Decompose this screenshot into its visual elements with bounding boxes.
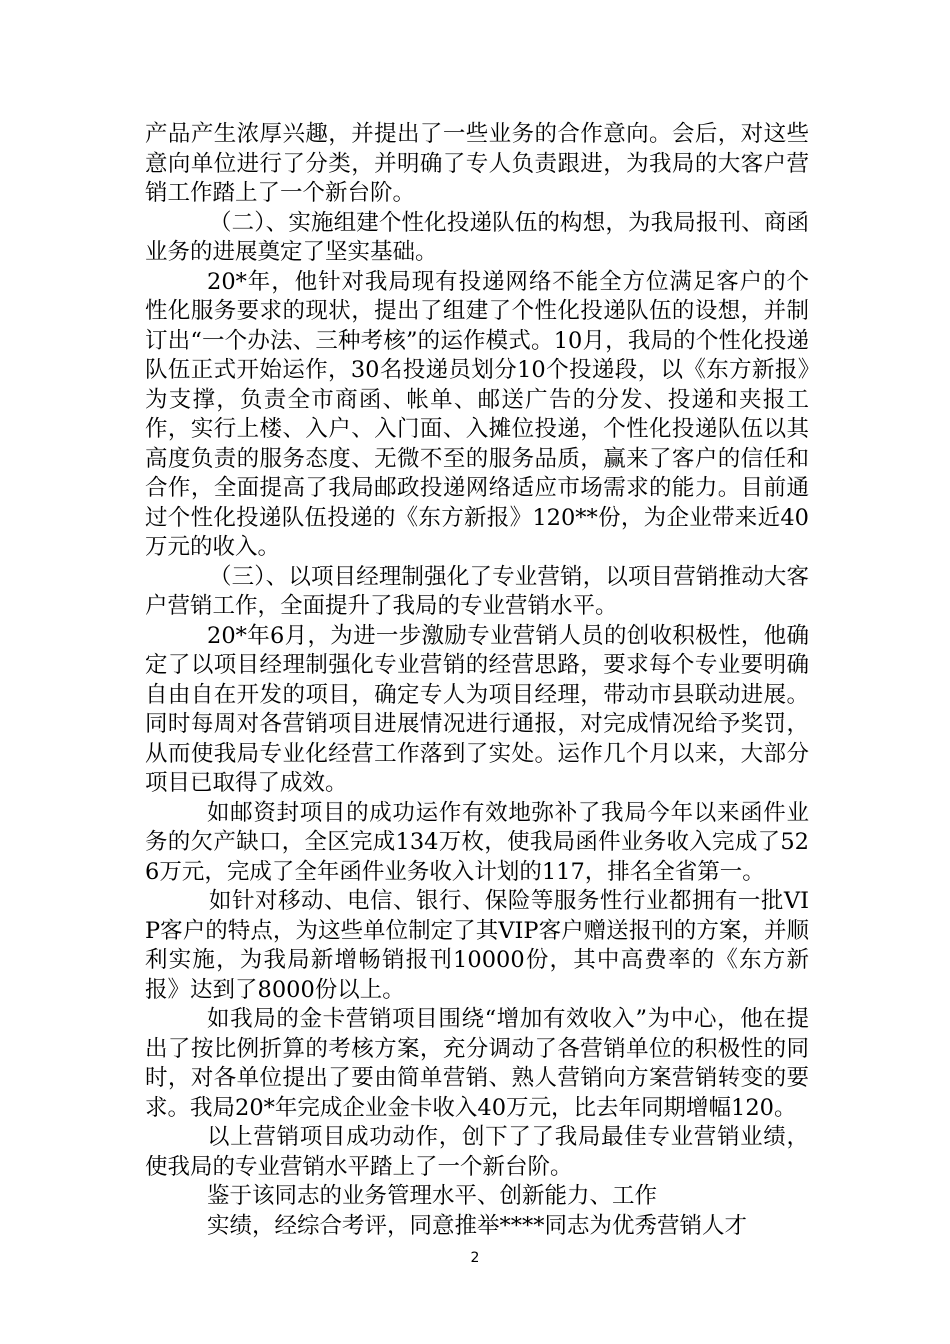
- page-number: 2: [470, 1250, 480, 1266]
- paragraph-postage-envelope: 如邮资封项目的成功运作有效地弥补了我局今年以来函件业务的欠产缺口，全区完成134万枚，使我局函件业务收入完成了526万元，完成了全年函件业务收入计划的117，排名全省第一。: [145, 799, 809, 885]
- paragraph-project-manager: 20*年6月，为进一步激励专业营销人员的创收积极性，他确定了以项目经理制强化专业营销的经营思路，要求每个专业要明确自由自在开发的项目，确定专人为项目经理，带动市县联动进展。同时每周对各营销项目进展情况进行通报，对完成情况给予奖罚，从而使我局专业化经营工作落到了实处。运作几个月以来，大部分项目已取得了成效。: [145, 622, 809, 796]
- paragraph-section-3-heading: （三）、以项目经理制强化了专业营销，以项目营销推动大客户营销工作，全面提升了我局的专业营销水平。: [145, 563, 809, 619]
- paragraph-summary: 以上营销项目成功动作，创下了了我局最佳专业营销业绩，使我局的专业营销水平踏上了一个新台阶。: [145, 1124, 809, 1180]
- paragraph-section-2-heading: （二）、实施组建个性化投递队伍的构想，为我局报刊、商函业务的进展奠定了坚实基础。: [145, 209, 809, 265]
- paragraph-delivery-team: 20*年，他针对我局现有投递网络不能全方位满足客户的个性化服务要求的现状，提出了组建了个性化投递队伍的设想，并制订出“一个办法、三种考核”的运作模式。10月，我局的个性化投递队伍正式开始运作，30名投递员划分10个投递段，以《东方新报》为支撑，负责全市商函、帐单、邮送广告的分发、投递和夹报工作，实行上楼、入户、入门面、入摊位投递，个性化投递队伍以其高度负责的服务态度、无微不至的服务品质，赢来了客户的信任和合作，全面提高了我局邮政投递网络适应市场需求的能力。目前通过个性化投递队伍投递的《东方新报》120**份，为企业带来近40万元的收入。: [145, 268, 809, 560]
- paragraph-gold-card: 如我局的金卡营销项目围绕“增加有效收入”为中心，他在提出了按比例折算的考核方案，充分调动了各营销单位的积极性的同时，对各单位提出了要由简单营销、熟人营销向方案营销转变的要求。我局20*年完成企业金卡收入40万元，比去年同期增幅120。: [145, 1006, 809, 1121]
- paragraph-recommendation-line2: 实绩，经综合考评，同意推举****同志为优秀营销人才: [207, 1212, 748, 1239]
- paragraph-recommendation-line1: 鉴于该同志的业务管理水平、创新能力、工作: [207, 1183, 658, 1209]
- paragraph-intro-continuation: 产品产生浓厚兴趣，并提出了一些业务的合作意向。会后，对这些意向单位进行了分类，并明确了专人负责跟进，为我局的大客户营销工作踏上了一个新台阶。: [145, 121, 809, 206]
- paragraph-vip-customers: 如针对移动、电信、银行、保险等服务性行业都拥有一批VIP客户的特点，为这些单位制定了其VIP客户赠送报刊的方案，并顺利实施，为我局新增畅销报刊10000份，其中高费率的《东方新报》达到了8000份以上。: [145, 888, 809, 1003]
- document-body: [145, 120, 809, 1241]
